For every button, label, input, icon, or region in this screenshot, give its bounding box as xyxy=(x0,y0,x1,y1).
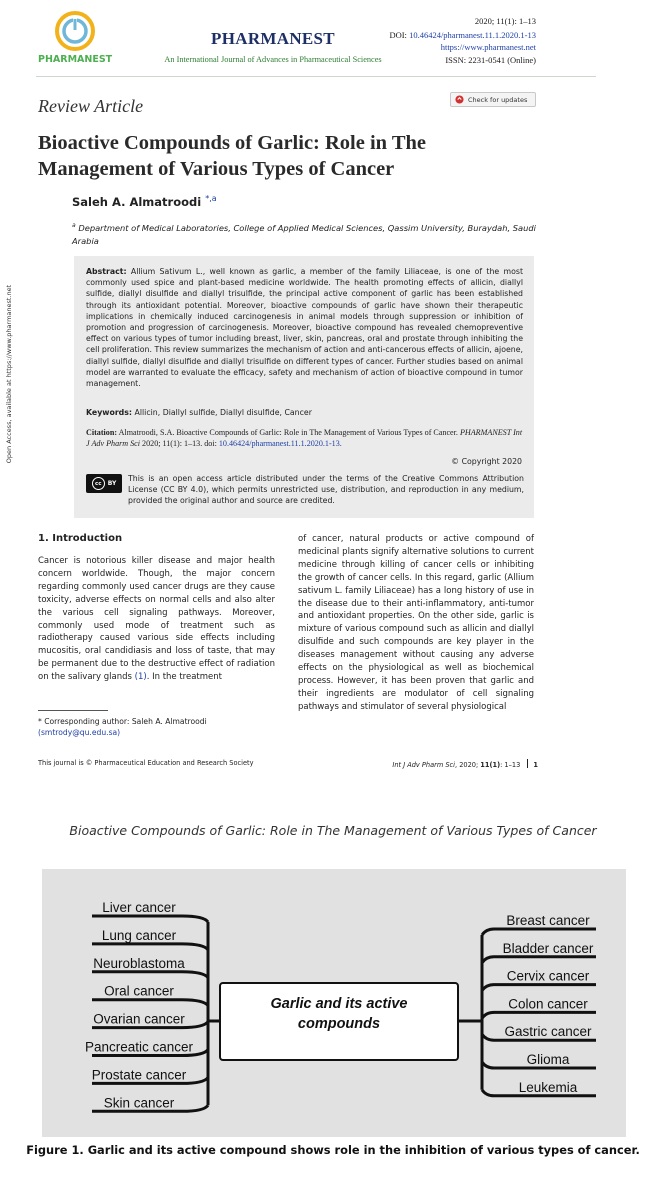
left-item-label: Pancreatic cancer xyxy=(84,1039,194,1055)
intro-col1-text: Cancer is notorious killer disease and major health concern worldwide. Though, the major concern regarding commonly used cancer drugs are they cause toxicity, adverse effects on normal cells and also alter the various cell signaling pathways. Moreover, commonly used mode of treatment such as radiotherapy caused various side effects including mucositis, oral candidiasis and loss of taste, that may be permanent due to the destructive effect of radiation on the salivary glands xyxy=(38,556,275,683)
center-label-line-1: Garlic and its active xyxy=(270,996,408,1012)
right-branch-curve xyxy=(482,1034,494,1040)
footer-volume: 11(1) xyxy=(480,761,501,769)
right-item-label: Bladder cancer xyxy=(502,940,594,956)
right-branch-curve xyxy=(482,1090,494,1096)
footnote-text: * Corresponding author: Saleh A. Almatroodi xyxy=(38,717,207,726)
left-item-label: Liver cancer xyxy=(102,900,176,915)
left-branch-curve xyxy=(182,1105,208,1111)
article-type: Review Article xyxy=(38,96,144,116)
citation-label: Citation: xyxy=(86,428,118,437)
citation-text: Almatroodi, S.A. Bioactive Compounds of Garlic: Role in The Management of Various Types of Cancer. xyxy=(117,428,458,437)
section-heading-introduction: 1. Introduction xyxy=(38,533,123,544)
figure-caption: Figure 1. Garlic and its active compound shows role in the inhibition of various types of cancer. xyxy=(26,1143,640,1157)
journal-url-link[interactable]: https://www.pharmanest.net xyxy=(440,42,536,52)
journal-subtitle: An International Journal of Advances in Pharmaceutical Sciences xyxy=(164,55,382,64)
right-item-label: Breast cancer xyxy=(506,913,590,928)
affiliation-text: Department of Medical Laboratories, College of Applied Medical Sciences, Qassim University, Buraydah, Saudi Arabia xyxy=(72,222,536,246)
keywords-label: Keywords: xyxy=(86,408,133,417)
doi-label: DOI: xyxy=(389,30,407,40)
copyright: © Copyright 2020 xyxy=(451,457,522,466)
page-number: 1 xyxy=(533,761,538,769)
left-branch-curve xyxy=(182,1022,208,1028)
abstract-label: Abstract: xyxy=(86,267,127,276)
journal-name: PHARMANEST xyxy=(211,29,335,48)
left-item-label: Oral cancer xyxy=(104,983,174,999)
abstract-text: Allium Sativum L., well known as garlic, a member of the family Liliaceae, is one of the most commonly used spice and plant-based medicine worldwide. The health promoting effects of allicin, diallyl sulfide, diallyl disulfide and diallyl trisulfide, the principal active component of garlic has been established through its antioxidant potential. Moreover, bioactive compounds of garlic have shown their therapeutic implications in chemically induced carcinogenesis in animal models through suppression or inhibition of promotion and progression of carcinogenesis. Moreover, bioactive compound has revealed chemopreventive effect on various types of tumor including breast, liver, skin, pancreas, oral and prostate through inhibiting the cell proliferation. This review summarizes the mechanism of action and anti-cancerous effects of allicin, ajoene, diallyl sulfide, diallyl disulfide and diallyl trisulfide on different types of cancer. Further studies based on animal model are warranted to evaluate the efficacy, safety and mechanism of action of bioactive compound in tumor management. xyxy=(86,267,523,389)
citation-journal: PHARMANEST Int J Adv Pharm Sci xyxy=(86,428,523,449)
cc-by-label: BY xyxy=(107,480,117,487)
right-item-label: Leukemia xyxy=(518,1079,578,1095)
left-item-label: Ovarian cancer xyxy=(93,1011,185,1027)
right-item-label: Glioma xyxy=(526,1052,570,1067)
corresponding-email-link[interactable]: (smtrody@qu.edu.sa) xyxy=(38,728,121,738)
left-branch-curve xyxy=(182,916,208,922)
right-branch-curve xyxy=(482,1062,494,1068)
left-branch-curve xyxy=(182,972,208,978)
author-name: Saleh A. Almatroodi xyxy=(72,194,206,209)
intro-column-2: of cancer, natural products or active compound of medicinal plants signify alternative solutions to current medicine through killing of cancer cells or inhibiting the growth of cancer cells. In this regard, garlic (Allium sativum L. family Liliaceae) has a long history of use in the disease due to their anti-inflammatory, anti-tumor and antioxidant properties. On the other side, garlic is mixture of various compound such as allicin and diallyl disulfide and such compounds are key player in the diseases management without causing any adverse effects on the physiological as well as biochemical process. However, it has been proven that garlic and their ingredients are modulator of cell signaling pathways and stimulator of several physiological xyxy=(298,534,534,712)
creative-commons-icon: cc xyxy=(92,477,105,490)
right-item-label: Colon cancer xyxy=(508,996,588,1012)
left-item-label: Lung cancer xyxy=(101,927,177,943)
header-year-volume: 2020; 11(1): 1–13 xyxy=(474,16,536,26)
issn: ISSN: 2231-0541 (Online) xyxy=(445,55,536,65)
logo-text: PHARMANEST xyxy=(38,54,113,65)
license-text: This is an open access article distributed under the terms of the Creative Commons Attribution License (CC BY 4.0), which permits unrestricted use, distribution, and reproduction in any medium, provided the original author and source are credited. xyxy=(128,474,524,506)
right-item-label: Gastric cancer xyxy=(504,1024,592,1040)
page-footer-left: This journal is © Pharmaceutical Education and Research Society xyxy=(38,759,254,767)
right-branch-curve xyxy=(482,985,494,991)
left-item-label: Skin cancer xyxy=(103,1095,175,1111)
left-item-label: Neuroblastoma xyxy=(93,955,185,971)
left-item-label: Prostate cancer xyxy=(91,1067,187,1083)
author-marks: *,a xyxy=(205,194,217,203)
center-label-line-2: compounds xyxy=(297,1016,381,1032)
affiliation-mark: a xyxy=(72,222,76,229)
right-branch-curve xyxy=(482,1012,494,1018)
left-branch-curve xyxy=(182,1000,208,1006)
left-branch-curve xyxy=(182,944,208,950)
figure-title: Bioactive Compounds of Garlic: Role in The Management of Various Types of Cancer xyxy=(69,823,597,838)
doi-link[interactable]: 10.46424/pharmanest.11.1.2020.1-13 xyxy=(409,30,536,40)
footer-journal: Int J Adv Pharm Sci xyxy=(392,761,455,769)
right-branch-curve xyxy=(482,957,494,963)
footer-year: , 2020; xyxy=(455,761,481,769)
article-title: Bioactive Compounds of Garlic: Role in The Management of Various Types of Cancer xyxy=(38,132,426,180)
reference-link-1[interactable]: (1) xyxy=(134,672,147,683)
check-for-updates-label: Check for updates xyxy=(468,95,528,104)
citation-doi-link[interactable]: 10.46424/pharmanest.11.1.2020.1-13. xyxy=(218,439,342,449)
footer-pages: : 1–13 xyxy=(500,761,521,769)
right-item-label: Cervix cancer xyxy=(506,968,590,984)
right-branch-curve xyxy=(482,929,494,935)
intro-col1-tail: . In the treatment xyxy=(146,672,222,683)
side-open-access-text: Open Access, available at https://www.pharmanest.net xyxy=(5,284,13,464)
citation-details: 2020; 11(1): 1–13. doi: xyxy=(140,439,219,449)
keywords-text: Allicin, Diallyl sulfide, Diallyl disulfide, Cancer xyxy=(132,408,312,417)
